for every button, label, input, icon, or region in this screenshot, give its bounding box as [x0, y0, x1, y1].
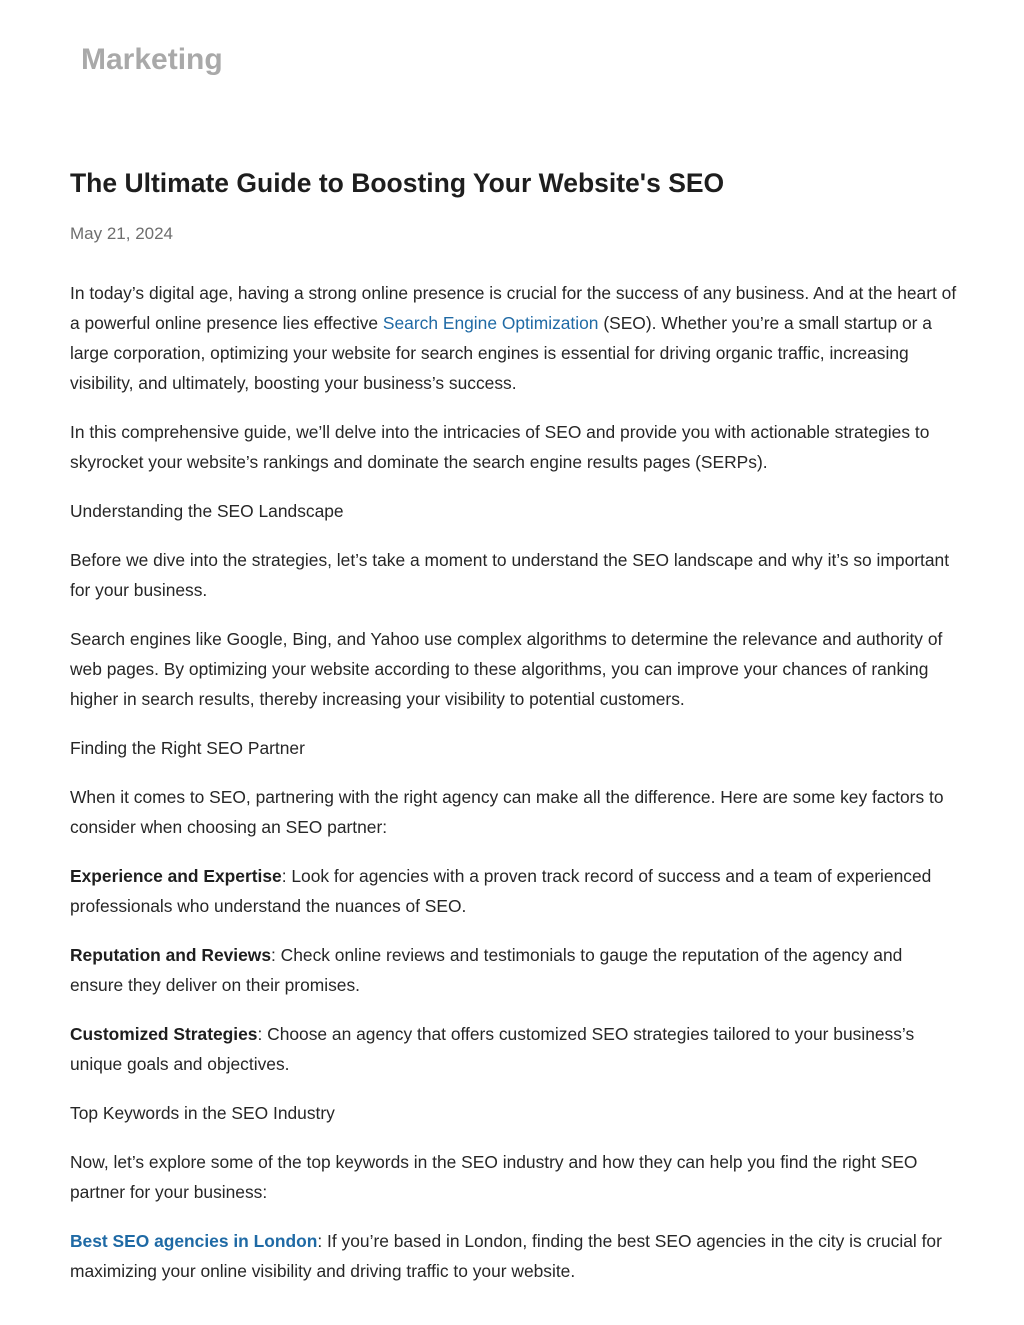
intro-paragraph [70, 278, 960, 398]
guide-paragraph: In this comprehensive guide, we’ll delve into the intricacies of SEO and provide you with actionable strategies to skyrocket your website’s rankings and dominate the search engine results pages (SERPs). [70, 422, 930, 472]
section-heading-keywords: Top Keywords in the SEO Industry [70, 1103, 335, 1123]
keyword-text: : If you’re based in London, finding the best SEO agencies in the city is crucial for maximizing your online visibility and driving traffic to your website. [70, 1231, 942, 1281]
factor-text: : Choose an agency that offers customized SEO strategies tailored to your business’s unique goals and objectives. [70, 1024, 915, 1074]
section-heading-partner: Finding the Right SEO Partner [70, 738, 305, 758]
factor-label: Customized Strategies [70, 1024, 258, 1044]
article-date: May 21, 2024 [70, 224, 174, 243]
keywords-paragraph: Now, let’s explore some of the top keywords in the SEO industry and how they can help you find the right SEO partner for your business: [70, 1152, 918, 1202]
landscape-paragraph-1: Before we dive into the strategies, let’s take a moment to understand the SEO landscape and why it’s so important for your business. [70, 550, 950, 600]
factor-label: Experience and Expertise [70, 866, 282, 886]
section-heading-landscape: Understanding the SEO Landscape [70, 501, 344, 521]
seo-link[interactable]: Search Engine Optimization [382, 313, 599, 333]
factor-item [70, 861, 960, 921]
factor-text: : Look for agencies with a proven track record of success and a team of experienced professionals who understand the nuances of SEO. [70, 866, 932, 916]
article-body [70, 278, 960, 1305]
factor-item [70, 940, 960, 1000]
intro-text-after-link: (SEO). Whether you’re a small startup or a large corporation, optimizing your website for search engines is essential for driving organic traffic, increasing visibility, and ultimately, boosting your business’s success. [70, 313, 932, 393]
factor-item [70, 1019, 960, 1079]
article-title: The Ultimate Guide to Boosting Your Website's SEO [70, 168, 725, 198]
factor-label: Reputation and Reviews [70, 945, 271, 965]
landscape-paragraph-2: Search engines like Google, Bing, and Yahoo use complex algorithms to determine the relevance and authority of web pages. By optimizing your website according to these algorithms, you can improve your chances of ranking higher in search results, thereby increasing your visibility to potential customers. [70, 629, 943, 709]
category-label: Marketing [81, 43, 223, 76]
best-seo-agencies-london-link[interactable] [70, 1231, 317, 1251]
keyword-item [70, 1226, 960, 1286]
keyword-link-label: Best SEO agencies in London [70, 1231, 318, 1251]
intro-text-before-link: In today’s digital age, having a strong online presence is crucial for the success of any business. And at the heart of a powerful online presence lies effective [70, 283, 957, 333]
factor-text: : Check online reviews and testimonials to gauge the reputation of the agency and ensure they deliver on their promises. [70, 945, 903, 995]
partner-paragraph: When it comes to SEO, partnering with the right agency can make all the difference. Here are some key factors to consider when choosing an SEO partner: [70, 787, 944, 837]
